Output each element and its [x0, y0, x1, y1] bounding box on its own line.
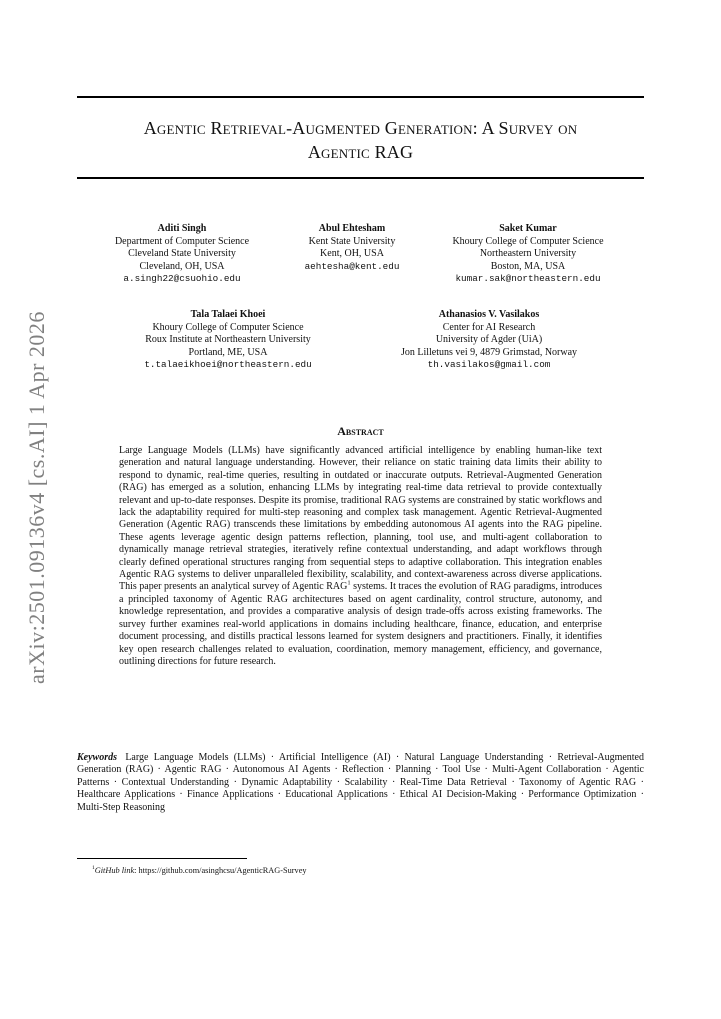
author-affiliation: Cleveland State University: [128, 248, 236, 259]
keywords-text: Large Language Models (LLMs) · Artificial Intelligence (AI) · Natural Language Understanding · Retrieval-Augmented Generation (RAG) · Agentic RAG · Autonomous AI Agents · Reflection · Planning · Tool Use · Multi-Agent Collaboration · Agentic Patterns · Contextual Understanding · Dynamic Adaptability · Scalability · Real-Time Data Retrieval · Taxonomy of Agentic RAG · Healthcare Applications · Finance Applications · Educational Applications · Ethical AI Decision-Making · Performance Optimization · Multi-Step Reasoning: [77, 752, 644, 813]
author-location: Boston, MA, USA: [490, 260, 566, 272]
arxiv-identifier: arXiv:2501.09136v4 [cs.AI] 1 Apr 2026: [24, 311, 49, 684]
paper-title-line-2: Agentic RAG: [307, 142, 414, 162]
author-email: aehtesha@kent.edu: [304, 260, 400, 272]
author-block: [376, 309, 602, 372]
author-name: Aditi Singh: [157, 223, 207, 234]
author-email: a.singh22@csuohio.edu: [123, 273, 241, 284]
author-affiliation: Roux Institute at Northeastern University: [145, 334, 311, 345]
author-affiliation: Northeastern University: [479, 248, 577, 259]
paper-title-line-1: Agentic Retrieval-Augmented Generation: A Survey on: [143, 118, 578, 138]
author-name: Tala Talaei Khoei: [190, 309, 266, 320]
author-name: Athanasios V. Vasilakos: [438, 309, 540, 320]
footnote-label: GitHub link: [94, 865, 135, 875]
author-location: Portland, ME, USA: [188, 346, 268, 358]
author-affiliation: Khoury College of Computer Science: [452, 235, 604, 247]
footnote-number: 1: [92, 865, 95, 871]
author-affiliation: Khoury College of Computer Science: [152, 321, 304, 333]
author-block: [118, 309, 338, 372]
keywords: [77, 752, 644, 814]
author-email: kumar.sak@northeastern.edu: [455, 273, 601, 284]
footnote-rule: [77, 858, 247, 859]
abstract-heading: Abstract: [337, 424, 384, 438]
abstract-text: systems. It traces the evolution of RAG paradigms, introduces a principled taxonomy of Agentic RAG architectures based on agent cardinality, control structure, autonomy, and knowledge representation, and provides a comparative analysis of design trade-offs across existing frameworks. The survey further examines real-world applications in domains including healthcare, finance, education, and enterprise document processing, and distills practical lessons learned for system designers and practitioners. Finally, it identifies key open research challenges related to evaluation, coordination, memory management, efficiency, and governance, outlining directions for future research.: [119, 581, 602, 667]
author-location: Jon Lilletuns vei 9, 4879 Grimstad, Norway: [400, 346, 578, 358]
author-affiliation: Center for AI Research: [442, 321, 536, 333]
author-affiliation: Kent State University: [308, 235, 396, 247]
abstract-body: [119, 445, 602, 668]
author-location: Cleveland, OH, USA: [139, 260, 225, 272]
author-affiliation: University of Agder (UiA): [435, 334, 543, 345]
author-affiliation: Department of Computer Science: [114, 235, 250, 247]
author-block: [282, 223, 422, 273]
author-location: Kent, OH, USA: [320, 248, 384, 259]
footnote: [92, 863, 307, 876]
footnote-link[interactable]: : https://github.com/asinghcsu/AgenticRAG-Survey: [134, 865, 307, 875]
author-name: Saket Kumar: [499, 223, 557, 234]
author-email: t.talaeikhoei@northeastern.edu: [144, 359, 312, 370]
footnote-mark: 1: [347, 580, 351, 588]
author-block: [92, 223, 272, 286]
abstract-text: Large Language Models (LLMs) have significantly advanced artificial intelligence by enabling human-like text generation and natural language understanding. However, their reliance on static training data limits their ability to respond to dynamic, real-time queries, resulting in outdated or inaccurate outputs. Retrieval-Augmented Generation (RAG) has emerged as a solution, enhancing LLMs by integrating real-time data retrieval to provide contextually relevant and up-to-date responses. Despite its promise, traditional RAG systems are constrained by static workflows and lack the adaptability required for multi-step reasoning and complex task management. Agentic Retrieval-Augmented Generation (Agentic RAG) transcends these limitations by embedding autonomous AI agents into the RAG pipeline. These agents leverage agentic design patterns reflection, planning, tool use, and multi-agent collaboration to dynamically manage retrieval strategies, iteratively refine contextual understanding, and adapt workflows through clearly defined operational structures ranging from sequential steps to adaptive collaboration. This integration enables Agentic RAG systems to deliver unparalleled flexibility, scalability, and context-awareness across diverse applications. This paper presents an analytical survey of Agentic RAG: [119, 445, 602, 593]
title-rule-bottom: [77, 177, 644, 179]
title-rule-top: [77, 96, 644, 98]
author-email: th.vasilakos@gmail.com: [427, 359, 551, 370]
author-block: [428, 223, 628, 286]
paper-title: [77, 116, 644, 164]
keywords-label: Keywords: [77, 752, 117, 763]
author-name: Abul Ehtesham: [318, 223, 386, 234]
